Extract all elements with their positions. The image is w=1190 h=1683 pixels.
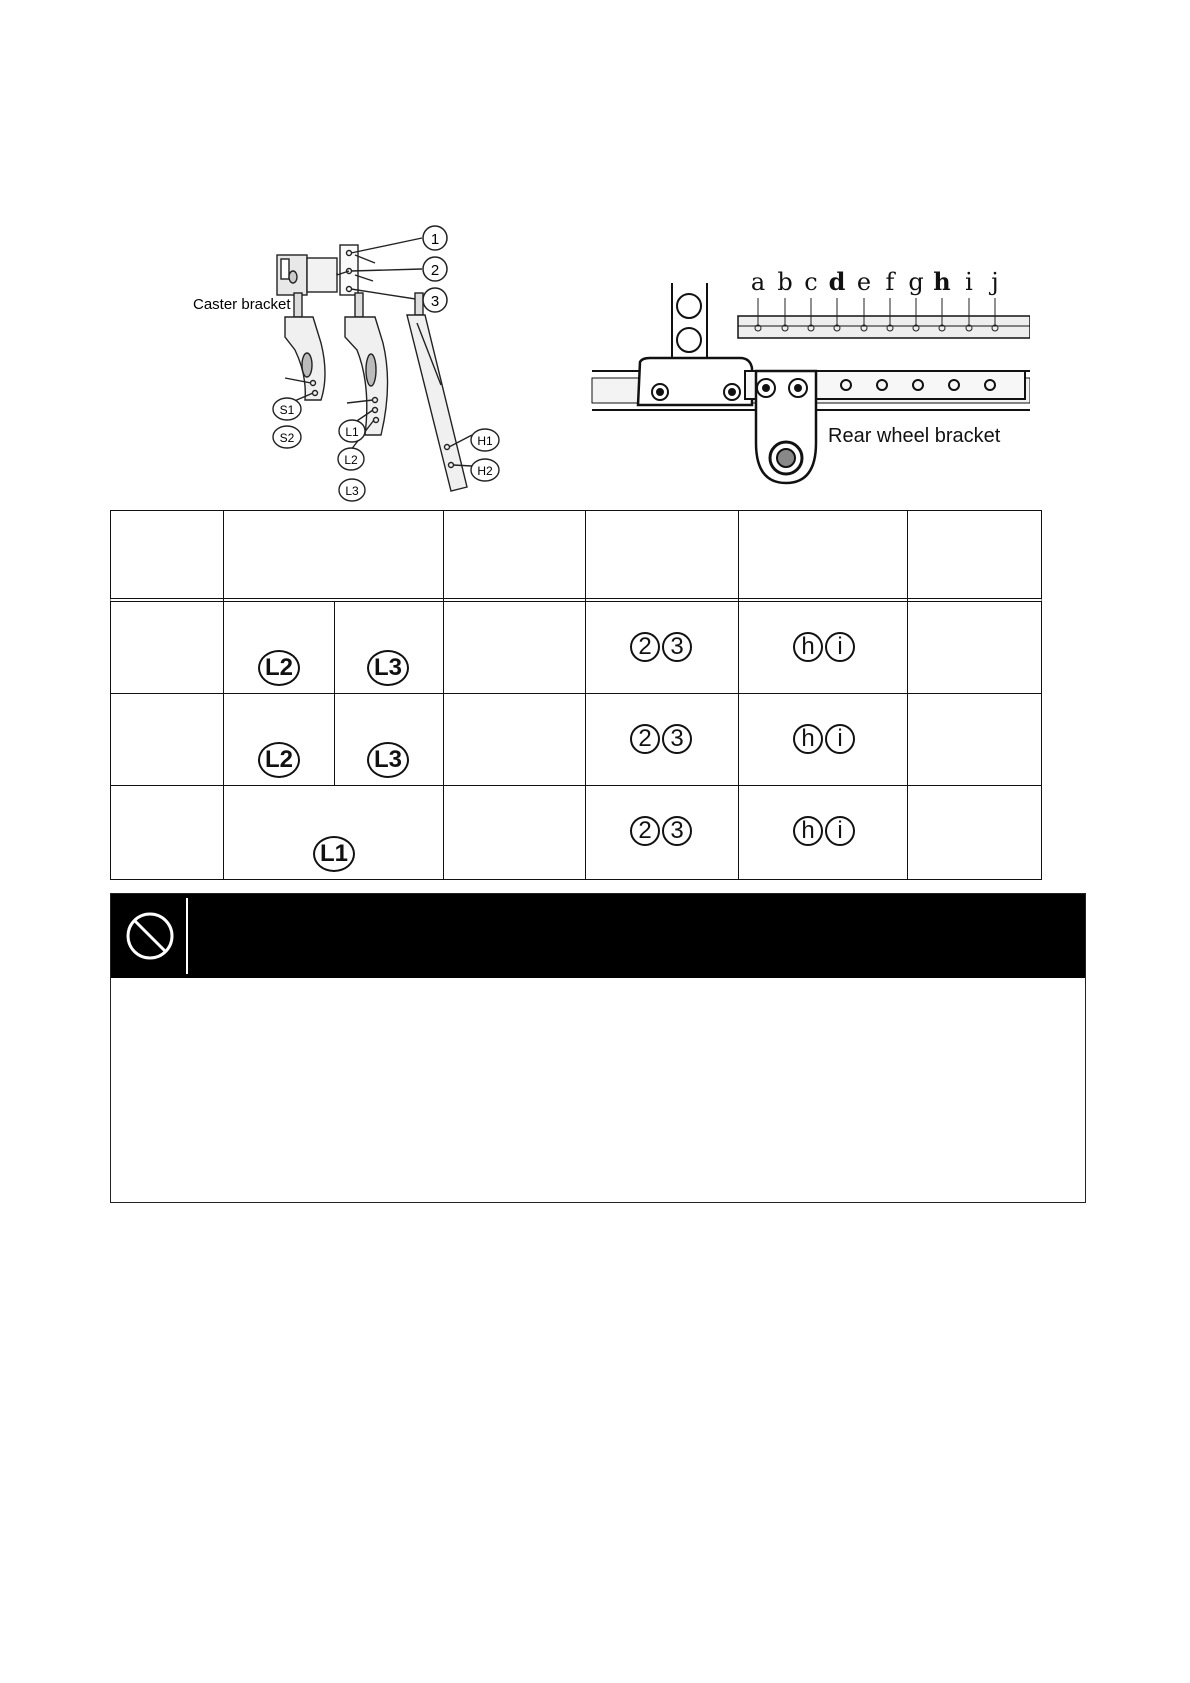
table-cell	[223, 693, 335, 786]
bracket-hole-label: 1	[430, 231, 440, 248]
warning-header-divider	[186, 898, 188, 974]
bracket-hole-markers	[423, 226, 447, 312]
table-cell	[223, 601, 335, 694]
fork-hole-label: H1	[477, 434, 493, 448]
bracket-hole-label: 3	[430, 293, 440, 310]
fork-hole-label: L2	[344, 453, 358, 467]
fork-position-badge: L2	[258, 742, 300, 778]
rear-wheel-bracket-caption: Rear wheel bracket	[828, 425, 1001, 447]
rear-position-label: a	[750, 268, 766, 296]
table-cell	[738, 601, 908, 694]
rear-position-label: g	[908, 268, 924, 296]
rear-position-label: j	[991, 268, 999, 296]
table-cell	[443, 693, 586, 786]
rear-position-label: c	[804, 268, 818, 296]
caster-bracket-caption: Caster bracket	[193, 296, 291, 313]
table-cell	[110, 693, 224, 786]
fork-hole-label: H2	[477, 464, 493, 478]
table-cell	[907, 601, 1042, 694]
caster-position-badge: 2	[630, 632, 660, 662]
table-cell	[110, 601, 224, 694]
rear-position-badge: i	[825, 816, 855, 846]
table-cell	[585, 693, 739, 786]
fork-hole-label: L3	[345, 484, 359, 498]
rear-position-label: b	[777, 268, 793, 296]
rear-position-label: f	[885, 268, 895, 296]
table-header-cell	[738, 510, 908, 602]
fork-hole-label: S2	[279, 431, 295, 445]
caster-position-badge: 3	[662, 632, 692, 662]
table-cell	[738, 785, 908, 880]
rear-position-label: e	[856, 268, 872, 296]
rear-position-label: h	[933, 267, 951, 296]
warning-header	[111, 894, 1085, 978]
table-cell	[907, 785, 1042, 880]
table-cell	[334, 601, 444, 694]
caster-position-badge: 3	[662, 724, 692, 754]
warning-box	[110, 893, 1086, 1203]
table-cell	[110, 785, 224, 880]
caster-illustration	[185, 225, 525, 510]
spec-table	[110, 510, 1042, 880]
caster-figure	[185, 225, 525, 510]
caster-position-badge: 3	[662, 816, 692, 846]
table-cell	[738, 693, 908, 786]
table-header-cell	[585, 510, 739, 602]
rear-figure	[590, 258, 1030, 493]
fork-position-badge: L3	[367, 650, 409, 686]
table-header-cell	[443, 510, 586, 602]
fork-position-badge: L2	[258, 650, 300, 686]
table-header-cell	[907, 510, 1042, 602]
rear-position-badge: i	[825, 632, 855, 662]
fork-position-badge: L1	[313, 836, 355, 872]
table-cell	[585, 785, 739, 880]
rear-position-label: i	[965, 268, 973, 296]
rear-position-label: d	[828, 267, 846, 296]
table-header-cell	[223, 510, 444, 602]
rear-position-badge: h	[793, 632, 823, 662]
rear-illustration	[590, 258, 1030, 493]
fork-position-badge: L3	[367, 742, 409, 778]
table-cell	[223, 785, 444, 880]
fork-hole-label: S1	[279, 403, 295, 417]
caster-position-badge: 2	[630, 724, 660, 754]
rear-position-badge: h	[793, 816, 823, 846]
table-cell	[907, 693, 1042, 786]
table-cell	[443, 601, 586, 694]
rear-position-badge: i	[825, 724, 855, 754]
table-cell	[334, 693, 444, 786]
rear-position-badge: h	[793, 724, 823, 754]
caster-position-badge: 2	[630, 816, 660, 846]
table-cell	[443, 785, 586, 880]
prohibition-icon	[123, 909, 177, 963]
bracket-hole-label: 2	[430, 262, 440, 279]
table-cell	[585, 601, 739, 694]
table-header-cell	[110, 510, 224, 602]
fork-hole-label: L1	[345, 425, 359, 439]
